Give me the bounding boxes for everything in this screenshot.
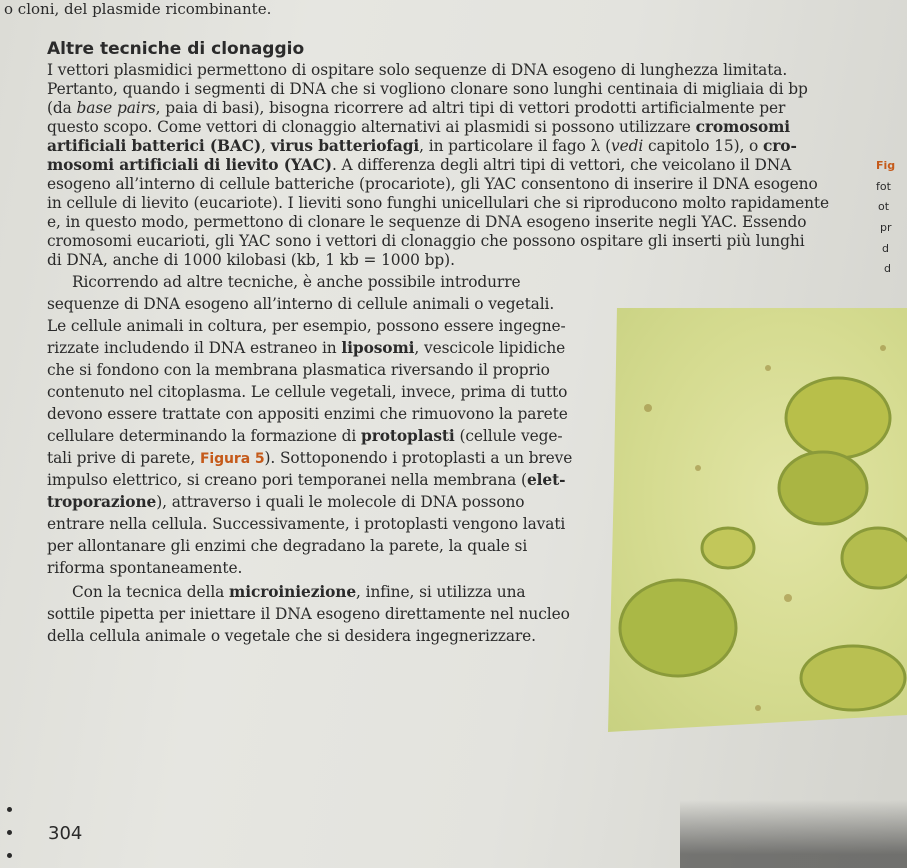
body-line-22: troporazione), attraverso i quali le molecole di DNA possono: [47, 493, 525, 511]
body-line-6: mosomi artificiali di lievito (YAC). A differenza degli altri tipi di vettori, che veicolano il DNA: [47, 156, 792, 174]
margin-dot: [7, 853, 12, 858]
body-line-5: artificiali batterici (BAC), virus batteriofagi, in particolare il fago λ (vedi capitolo 15), o cro-: [47, 137, 797, 155]
page-number: 304: [48, 823, 83, 844]
body-line-27: sottile pipetta per iniettare il DNA esogeno direttamente nel nucleo: [47, 605, 570, 623]
body-line-23: entrare nella cellula. Successivamente, i protoplasti vengono lavati: [47, 515, 566, 533]
body-line-14: Le cellule animali in coltura, per esempio, possono essere ingegne-: [47, 317, 566, 335]
body-line-15: rizzate includendo il DNA estraneo in liposomi, vescicole lipidiche: [47, 339, 566, 357]
body-line-17: contenuto nel citoplasma. Le cellule vegetali, invece, prima di tutto: [47, 383, 568, 401]
margin-dot: [7, 830, 12, 835]
body-line-12: Ricorrendo ad altre tecniche, è anche possibile introdurre: [72, 273, 521, 291]
body-line-11: di DNA, anche di 1000 kilobasi (kb, 1 kb = 1000 bp).: [47, 251, 455, 269]
body-line-7: esogeno all’interno di cellule batteriche (procariote), gli YAC consentono di inserire il DNA esogeno: [47, 175, 818, 193]
figure-caption-line: fot: [876, 180, 891, 193]
body-line-25: riforma spontaneamente.: [47, 559, 243, 577]
body-line-24: per allontanare gli enzimi che degradano la parete, la quale si: [47, 537, 528, 555]
body-line-13: sequenze di DNA esogeno all’interno di cellule animali o vegetali.: [47, 295, 555, 313]
body-line-9: e, in questo modo, permettono di clonare le sequenze di DNA esogeno inserite negli YAC. Essendo: [47, 213, 807, 231]
figure-caption-line: pr: [880, 221, 892, 234]
page-shadow: [680, 800, 907, 868]
body-line-3: (da base pairs, paia di basi), bisogna ricorrere ad altri tipi di vettori prodotti artificialmente per: [47, 99, 786, 117]
body-line-26: Con la tecnica della microiniezione, infine, si utilizza una: [72, 583, 526, 601]
figure-caption-line: ot: [878, 200, 890, 213]
body-line-16: che si fondono con la membrana plasmatica riversando il proprio: [47, 361, 550, 379]
body-line-10: cromosomi eucarioti, gli YAC sono i vettori di clonaggio che possono ospitare gli inserti più lunghi: [47, 232, 805, 250]
section-heading: Altre tecniche di clonaggio: [47, 39, 305, 59]
body-line-21: impulso elettrico, si creano pori temporanei nella membrana (elet-: [47, 471, 566, 489]
body-line-2: Pertanto, quando i segmenti di DNA che si vogliono clonare sono lunghi centinaia di migliaia di bp: [47, 80, 808, 98]
body-line-28: della cellula animale o vegetale che si desidera ingegnerizzare.: [47, 627, 536, 645]
body-line-18: devono essere trattate con appositi enzimi che rimuovono la parete: [47, 405, 568, 423]
body-line-4: questo scopo. Come vettori di clonaggio alternativi ai plasmidi si possono utilizzare cromosomi: [47, 118, 791, 136]
body-line-1: I vettori plasmidici permettono di ospitare solo sequenze di DNA esogeno di lunghezza limitata.: [47, 61, 788, 79]
body-line-19: cellulare determinando la formazione di protoplasti (cellule vege-: [47, 427, 563, 445]
margin-dot: [7, 807, 12, 812]
figure-caption-line: d: [882, 242, 889, 255]
figure-caption-line: d: [884, 262, 891, 275]
protoplasts-micrograph: [608, 308, 907, 732]
top-line: o cloni, del plasmide ricombinante.: [4, 0, 272, 18]
figure-caption-label: Fig: [876, 159, 896, 172]
body-line-8: in cellule di lievito (eucariote). I lieviti sono funghi unicellulari che si riproducono molto rapidamente: [47, 194, 830, 212]
body-line-20: tali prive di parete, Figura 5). Sottoponendo i protoplasti a un breve: [47, 449, 573, 467]
